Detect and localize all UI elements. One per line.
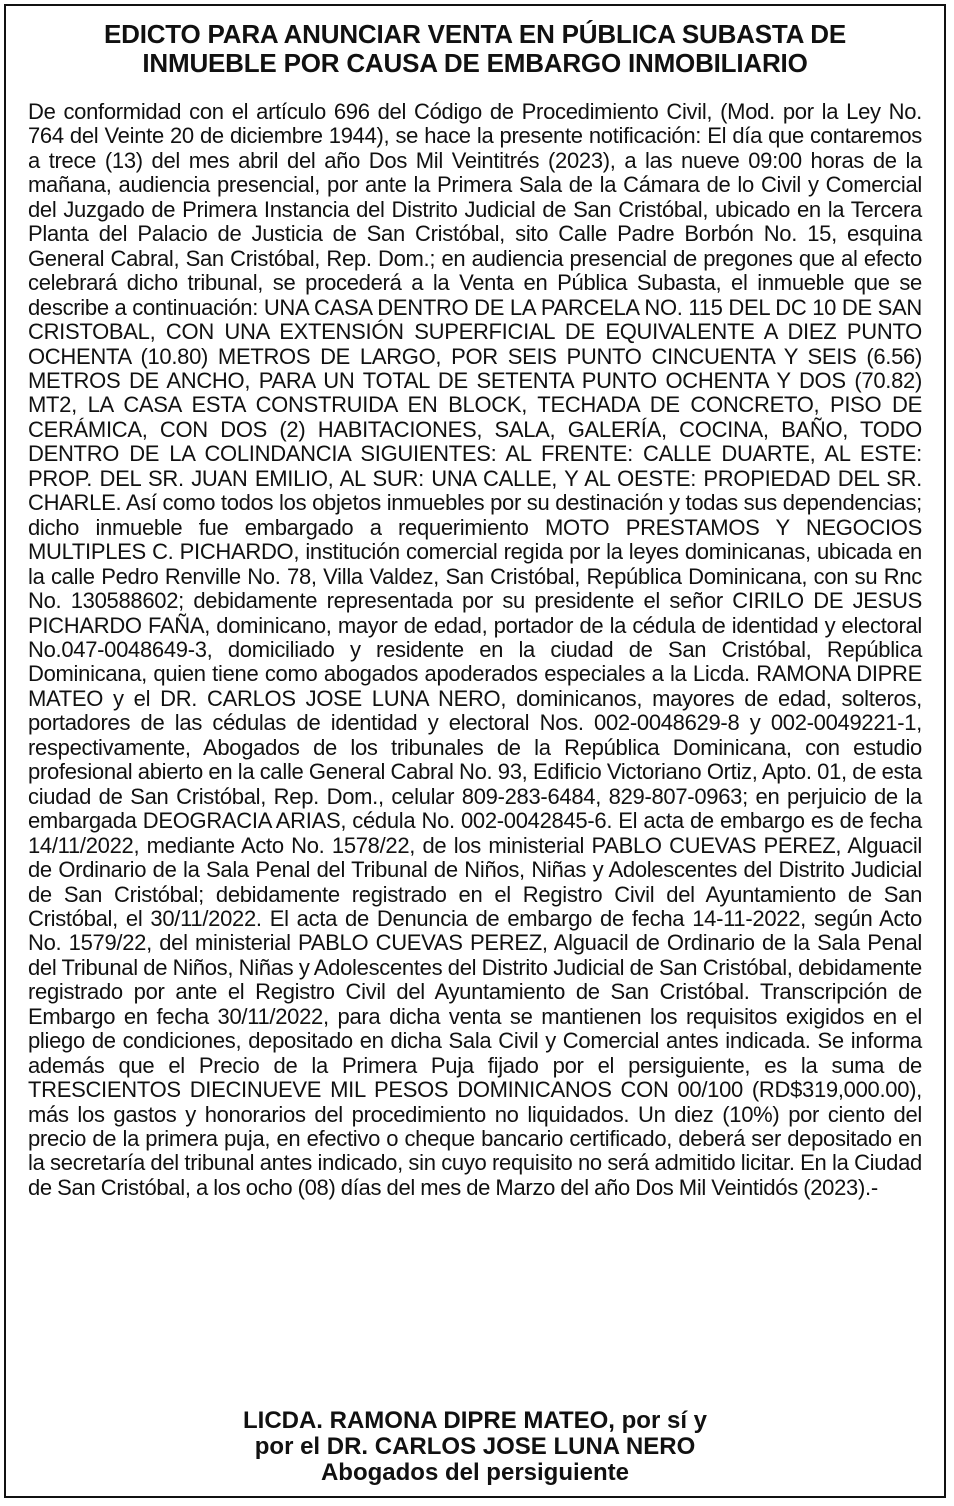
signature-line-1: LICDA. RAMONA DIPRE MATEO, por sí y: [242, 1407, 707, 1434]
notice-title-line-1: EDICTO PARA ANUNCIAR VENTA EN PÚBLICA SUBASTA DE: [103, 19, 846, 49]
notice-title-line-2: INMUEBLE POR CAUSA DE EMBARGO INMOBILIARIO: [142, 48, 808, 78]
legal-notice: [4, 4, 946, 1498]
signature-line-2: por el DR. CARLOS JOSE LUNA NERO: [254, 1433, 696, 1460]
signature-block: [6, 1408, 944, 1486]
notice-title: [26, 20, 924, 78]
signature-line-3: Abogados del persiguiente: [320, 1459, 630, 1486]
notice-body: De conformidad con el artículo 696 del Código de Procedimiento Civil, (Mod. por la Ley No. 764 del Veinte 20 de diciembre 1944), se hace la presente notificación: El día que contaremos a trece (13) del mes abril del año Dos Mil Veintitrés (2023), a las nueve 09:00 horas de la mañana, audiencia presencial, por ante la Primera Sala de la Cámara de lo Civil y Comercial del Juzgado de Primera Instancia del Distrito Judicial de San Cristóbal, ubicado en la Tercera Planta del Palacio de Justicia de San Cristóbal, sito Calle Padre Borbón No. 15, esquina General Cabral, San Cristóbal, Rep. Dom.; en audiencia presencial de pregones que al efecto celebrará dicho tribunal, se procederá a la Venta en Pública Subasta, el inmueble que se describe a continuación: UNA CASA DENTRO DE LA PARCELA NO. 115 DEL DC 10 DE SAN CRISTOBAL, CON UNA EXTENSIÓN SUPERFICIAL DE EQUIVALENTE A DIEZ PUNTO OCHENTA (10.80) METROS DE LARGO, POR SEIS PUNTO CINCUENTA Y SEIS (6.56) METROS DE ANCHO, PARA UN TOTAL DE SETENTA PUNTO OCHENTA Y DOS (70.82) MT2, LA CASA ESTA CONSTRUIDA EN BLOCK, TECHADA DE CONCRETO, PISO DE CERÁMICA, CON DOS (2) HABITACIONES, SALA, GALERÍA, COCINA, BAÑO, TODO DENTRO DE LA COLINDANCIA SIGUIENTES: AL FRENTE: CALLE DUARTE, AL ESTE: PROP. DEL SR. JUAN EMILIO, AL SUR: UNA CALLE, Y AL OESTE: PROPIEDAD DEL SR. CHARLE. Así como todos los objetos inmuebles por su destinación y todas sus dependencias; dicho inmueble fue embargado a requerimiento MOTO PRESTAMOS Y NEGOCIOS MULTIPLES C. PICHARDO, institución comercial regida por la leyes dominicanas, ubicada en la calle Pedro Renville No. 78, Villa Valdez, San Cristóbal, República Dominicana, con su Rnc No. 130588602; debidamente representada por su presidente el señor CIRILO DE JESUS PICHARDO FAÑA, dominicano, mayor de edad, portador de la cédula de identidad y electoral No.047-0048649-3, domiciliado y residente en la ciudad de San Cristóbal, República Dominicana, quien tiene como abogados apoderados especiales a la Licda. RAMONA DIPRE MATEO y el DR. CARLOS JOSE LUNA NERO, dominicanos, mayores de edad, solteros, portadores de las cédulas de identidad y electoral Nos. 002-0048629-8 y 002-0049221-1, respectivamente, Abogados de los tribunales de la República Dominicana, con estudio profesional abierto en la calle General Cabral No. 93, Edificio Victoriano Ortiz, Apto. 01, de esta ciudad de San Cristóbal, Rep. Dom., celular 809-283-6484, 829-807-0963; en perjuicio de la embargada DEOGRACIA ARIAS, cédula No. 002-0042845-6. El acta de embargo es de fecha 14/11/2022, mediante Acto No. 1578/22, de los ministerial PABLO CUEVAS PEREZ, Alguacil de Ordinario de la Sala Penal del Tribunal de Niños, Niñas y Adolescentes del Distrito Judicial de San Cristóbal; debidamente registrado en el Registro Civil del Ayuntamiento de San Cristóbal, el 30/11/2022. El acta de Denuncia de embargo de fecha 14-11-2022, según Acto No. 1579/22, del ministerial PABLO CUEVAS PEREZ, Alguacil de Ordinario de la Sala Penal del Tribunal de Niños, Niñas y Adolescentes del Distrito Judicial de San Cristóbal, debidamente registrado por ante el Registro Civil del Ayuntamiento de San Cristóbal. Transcripción de Embargo en fecha 30/11/2022, para dicha venta se mantienen los requisitos exigidos en el pliego de condiciones, depositado en dicha Sala Civil y Comercial antes indicada. Se informa además que el Precio de la Primera Puja fijado por el persiguiente, es la suma de TRESCIENTOS DIECINUEVE MIL PESOS DOMINICANOS CON 00/100 (RD$319,000.00), más los gastos y honorarios del procedimiento no liquidados. Un diez (10%) por ciento del precio de la primera puja, en efectivo o cheque bancario certificado, deberá ser depositado en la secretaría del tribunal antes indicado, sin cuyo requisito no será admitido licitar. En la Ciudad de San Cristóbal, a los ocho (08) días del mes de Marzo del año Dos Mil Veintidós (2023).-: [28, 99, 922, 1200]
